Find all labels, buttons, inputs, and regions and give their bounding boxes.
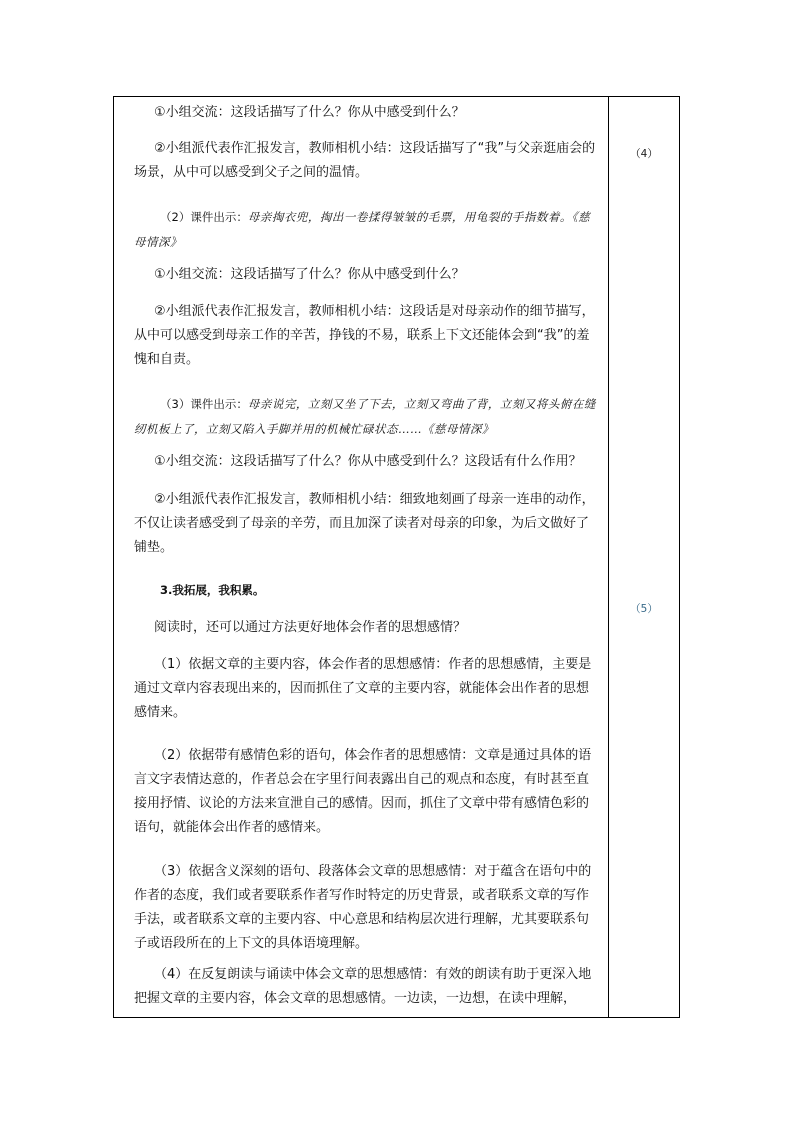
quote-block-2 xyxy=(134,205,600,255)
quote-number-3: （3）课件出示： xyxy=(160,397,248,411)
side-note-4: （4） xyxy=(629,147,659,160)
column-divider xyxy=(608,97,609,1017)
paragraph-method-1: （1）依据文章的主要内容，体会作者的思想感情：作者的思想感情，主要是通过文章内容表现出来的，因而抓住了文章的主要内容，就能体会出作者的思想感情来。 xyxy=(134,657,592,720)
paragraph-group-discuss-2: ①小组交流：这段话描写了什么？你从中感受到什么？ xyxy=(154,267,465,282)
side-note-5: （5） xyxy=(629,602,659,615)
paragraph-summary-1: ②小组派代表作汇报发言，教师相机小结：这段话描写了“我”与父亲逛庙会的场景，从中可以感受到父子之间的温情。 xyxy=(134,141,596,180)
quote-text-3: 母亲说完，立刻又坐了下去，立刻又弯曲了背，立刻又将头俯在缝纫机板上了，立刻又陷入手脚并用的机械忙碌状态……《慈母情深》 xyxy=(134,397,596,436)
paragraph-summary-3: ②小组派代表作汇报发言，教师相机小结：细致地刻画了母亲一连串的动作，不仅让读者感受到了母亲的辛劳，而且加深了读者对母亲的印象，为后文做好了铺垫。 xyxy=(134,492,595,555)
paragraph-group-discuss-3: ①小组交流：这段话描写了什么？你从中感受到什么？这段话有什么作用？ xyxy=(154,454,582,469)
paragraph-method-3: （3）依据含义深刻的语句、段落体会文章的思想感情：对于蕴含在语句中的作者的态度，我们或者要联系作者写作时特定的历史背景，或者联系文章的写作手法，或者联系文章的主要内容、中心意思和结构层次进行理解，尤其要联系句子或语段所在的上下文的具体语境理解。 xyxy=(134,864,592,951)
paragraph-method-4: （4）在反复朗读与诵读中体会文章的思想感情：有效的朗读有助于更深入地把握文章的主要内容，体会文章的思想感情。一边读，一边想，在读中理解， xyxy=(134,967,592,1006)
quote-block-3 xyxy=(134,392,600,442)
quote-text-2: 母亲掏衣兜，掏出一卷揉得皱皱的毛票，用龟裂的手指数着。《慈母情深》 xyxy=(134,210,591,249)
section-heading: 3.我拓展，我积累。 xyxy=(160,583,265,597)
paragraph-method-2: （2）依据带有感情色彩的语句，体会作者的思想感情：文章是通过具体的语言文字表情达意的，作者总会在字里行间表露出自己的观点和态度，有时甚至直接用抒情、议论的方法来宣泄自己的感情。因而，抓住了文章中带有感情色彩的语句，就能体会出作者的感情来。 xyxy=(134,748,592,835)
paragraph-group-discuss-1: ①小组交流：这段话描写了什么？你从中感受到什么？ xyxy=(154,105,465,120)
lesson-table xyxy=(113,96,680,1018)
paragraph-summary-2: ②小组派代表作汇报发言，教师相机小结：这段话是对母亲动作的细节描写，从中可以感受到母亲工作的辛苦，挣钱的不易，联系上下文还能体会到“我”的羞愧和自责。 xyxy=(134,304,595,367)
quote-number-2: （2）课件出示： xyxy=(160,210,248,224)
paragraph-question: 阅读时，还可以通过方法更好地体会作者的思想感情？ xyxy=(154,620,467,635)
